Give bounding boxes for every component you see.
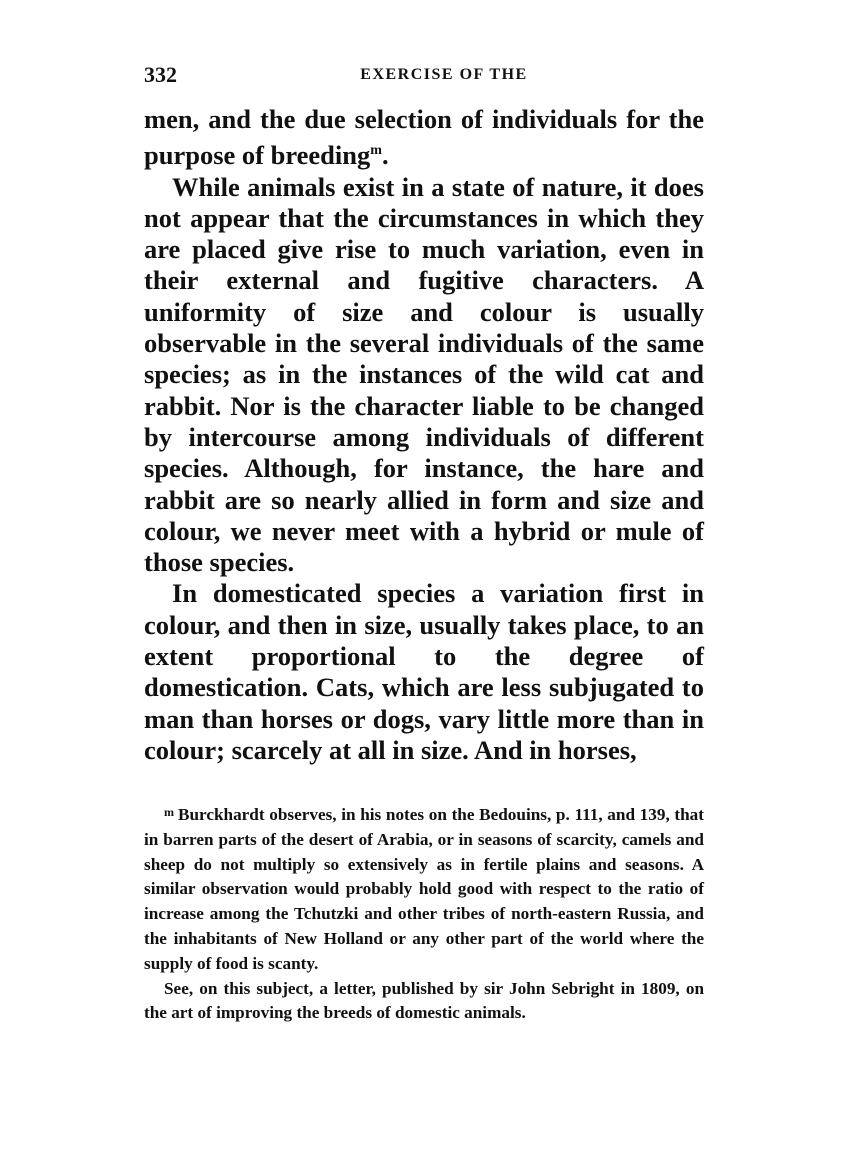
paragraph-text: men, and the due selection of individuals for the purpose of breeding — [144, 104, 704, 171]
running-title: EXERCISE OF THE — [360, 66, 528, 83]
page-number: 332 — [144, 62, 177, 87]
footnote — [144, 800, 704, 977]
main-text — [144, 104, 704, 766]
paragraph-continuation — [144, 104, 704, 172]
paragraph: While animals exist in a state of nature, it does not appear that the circumstances in which they are placed give rise to much variation, even in their external and fugitive characters. A uniformity of size and colour is usually observable in the several individuals of the same species; as in the instances of the wild cat and rabbit. Nor is the character liable to be changed by intercourse among individuals of different species. Although, for instance, the hare and rabbit are so nearly allied in form and size and colour, we never meet with a hybrid or mule of those species. — [144, 171, 704, 578]
footnote-text: Burckhardt observes, in his notes on the Bedouins, p. 111, and 139, that in barren parts of the desert of Arabia, or in seasons of scarcity, camels and sheep do not multiply so extensively as in fertile plains and seasons. A similar observation would probably hold good with respect to the ratio of increase among the Tchutzki and other tribes of north-eastern Russia, and the inhabitants of New Holland or any other part of the world where the supply of food is scanty. — [144, 805, 704, 973]
footnote: See, on this subject, a letter, published by sir John Sebright in 1809, on the art of improving the breeds of domestic animals. — [144, 978, 704, 1023]
paragraph-tail: . — [381, 140, 389, 171]
footnote-reference: m — [370, 143, 382, 159]
paragraph: In domesticated species a variation first in colour, and then in size, usually takes place, to an extent proportional to the degree of domestication. Cats, which are less subjugated to man than horses or dogs, vary little more than in colour; scarcely at all in size. And in horses, — [144, 578, 704, 765]
page-header — [144, 62, 704, 90]
footnotes — [144, 800, 704, 1026]
footnote-mark: m — [164, 805, 174, 819]
